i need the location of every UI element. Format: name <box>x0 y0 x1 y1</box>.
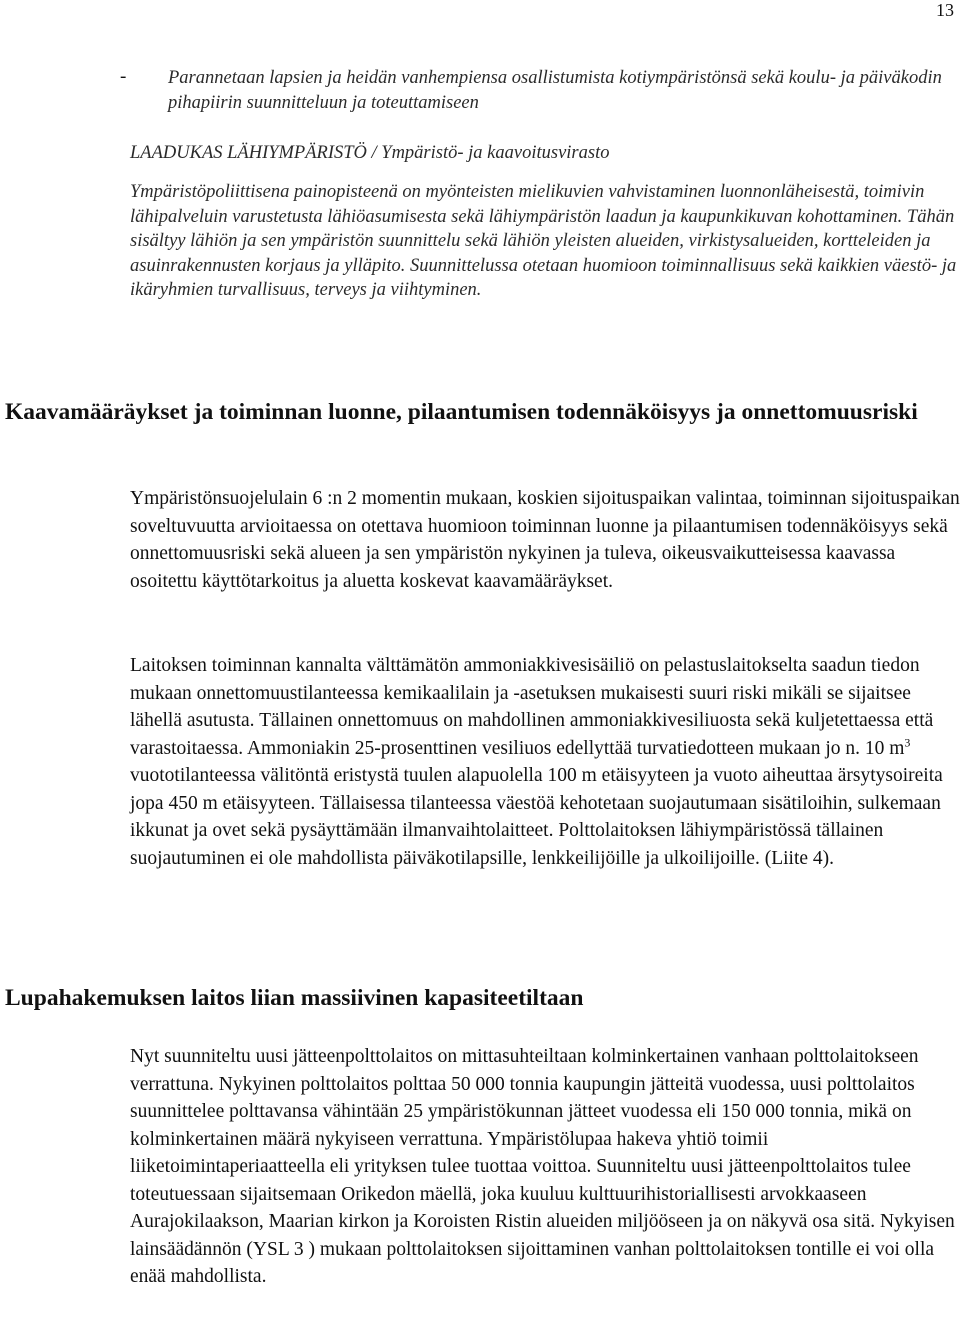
cubic-superscript: 3 <box>904 735 911 749</box>
bullet-item-text: Parannetaan lapsien ja heidän vanhempiensa osallistumista kotiympäristönsä sekä koulu- ja päiväkodin pihapiirin suunnitteluun ja toteuttamiseen <box>168 68 942 113</box>
section-heading-capacity: Lupahakemuksen laitos liian massiivinen kapasiteetiltaan <box>5 985 584 1011</box>
paragraph-ammonia-risk <box>130 652 960 872</box>
bullet-marker: - <box>120 66 127 87</box>
page-number: 13 <box>936 0 954 20</box>
office-title-line: LAADUKAS LÄHIYMPÄRISTÖ / Ympäristö- ja kaavoitusvirasto <box>130 143 610 163</box>
ammonia-text-after: vuototilanteessa välitöntä eristystä tuulen alapuolella 100 m etäisyyteen ja vuoto aiheuttaa ärsytysoireita jopa 450 m etäisyyteen. Tällaisessa tilanteessa väestöä kehotetaan suojautumaan sisätiloihin, sulkemaan ikkunat ja ovet sekä pysäyttämään ilmanvaihtolaitteet. Polttolaitoksen lähiympäristössä tällainen suojautuminen ei ole mahdollista päiväkotilapsille, lenkkeilijöille ja ulkoilijoille. (Liite 4). <box>130 765 943 869</box>
ammonia-text-before: Laitoksen toiminnan kannalta välttämätön ammoniakkivesisäiliö on pelastuslaitokselta saadun tiedon mukaan onnettomuustilanteessa kemikaalilain ja -asetuksen mukaisesti suuri riski mikäli se sijaitsee lähellä asutusta. Tällainen onnettomuus on mahdollinen ammoniakkivesiliuosta sekä kuljetettaessa että varastoitaessa. Ammoniakin 25-prosenttinen vesiliuos edellyttää turvatiedotteen mukaan jo n. 10 m <box>130 655 934 759</box>
paragraph-capacity: Nyt suunniteltu uusi jätteenpolttolaitos on mittasuhteiltaan kolminkertainen vanhaan polttolaitokseen verrattuna. Nykyinen polttolaitos polttaa 50 000 tonnia kaupungin jätteitä vuodessa, uusi polttolaitos suunnittelee polttavansa vähintään 25 ympäristökunnan jätteet vuodessa eli 150 000 tonnia, mikä on kolminkertainen määrä nykyiseen verrattuna. Ympäristölupaa hakeva yhtiö toimii liiketoimintaperiaatteella eli yrityksen tulee tuottaa voittoa. Suunniteltu uusi jätteenpolttolaitos tulee toteutuessaan sijaitsemaan Orikedon mäellä, joka kuuluu kulttuurihistoriallisesti arvokkaaseen Aurajokilaakson, Maarian kirkon ja Koroisten Ristin alueiden miljööseen ja on näkyvä osa sitä. Nykyisen lainsäädännön (YSL 3 ) mukaan polttolaitoksen sijoittaminen vanhan polttolaitoksen tontille ei voi olla enää mahdollista. <box>130 1046 955 1287</box>
paragraph-env-protection-law: Ympäristönsuojelulain 6 :n 2 momentin mukaan, koskien sijoituspaikan valintaa, toiminnan sijoituspaikan soveltuvuutta arvioitaessa on otettava huomioon toiminnan luonne ja pilaantumisen todennäköisyys sekä onnettomuusriski sekä alueen ja sen ympäristön nykyinen ja tuleva, oikeusvaikutteisessa kaavassa osoitettu käyttötarkoitus ja aluetta koskevat kaavamääräykset. <box>130 488 960 592</box>
section-heading-zoning: Kaavamääräykset ja toiminnan luonne, pilaantumisen todennäköisyys ja onnettomuusriski <box>5 399 918 425</box>
policy-paragraph: Ympäristöpoliittisena painopisteenä on myönteisten mielikuvien vahvistaminen luonnonläheisestä, toimivin lähipalveluin varustetusta lähiöasumisesta sekä lähiympäristön laadun ja kaupunkikuvan kohottaminen. Tähän sisältyy lähiön ja sen ympäristön suunnittelu sekä lähiön yleisten alueiden, virkistysalueiden, kortteleiden ja asuinrakennusten korjaus ja ylläpito. Suunnittelussa otetaan huomioon toiminnallisuus sekä kaikkien väestö- ja ikäryhmien turvallisuus, terveys ja viihtyminen. <box>130 182 957 300</box>
